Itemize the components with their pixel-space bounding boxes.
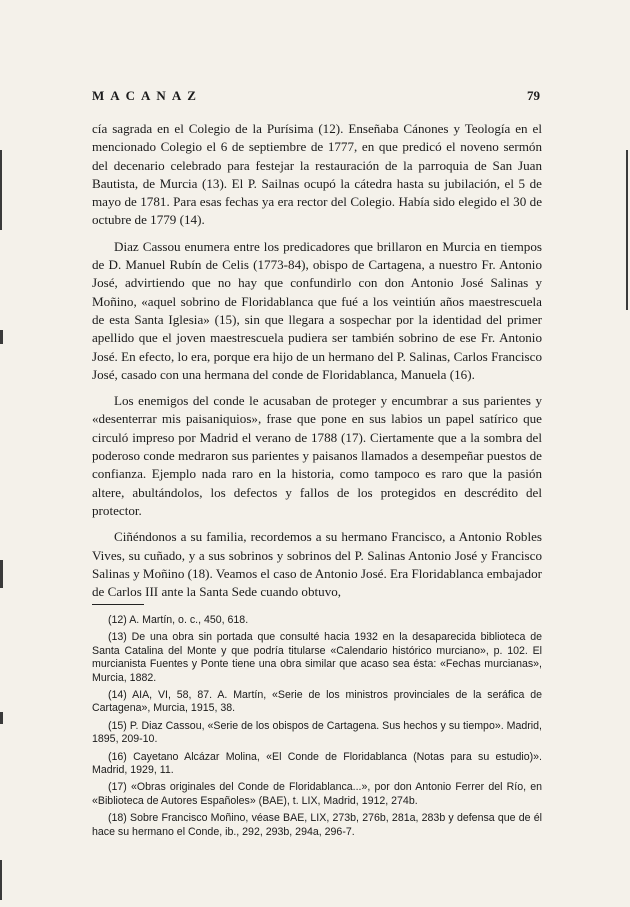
running-head: MACANAZ bbox=[92, 88, 202, 103]
margin-scan-mark bbox=[626, 150, 628, 310]
paragraph: Ciñéndonos a su familia, recordemos a su hermano Francisco, a Antonio Robles Vives, su cuñado, y a sus sobrinos y sobrinos del P. Salinas Antonio José y Francisco Salinas y Moñino (18). Veamos el caso de Antonio José. Era Floridablanca embajador de Carlos III ante la Santa Sede cuando obtuvo, bbox=[92, 529, 542, 600]
footnote: (13) De una obra sin portada que consulté hacia 1932 en la desaparecida biblioteca de Santa Catalina del Monte y que podría titularse «Calendario histórico murciano», p. 102. El murcianista Fuentes y Ponte tiene una obra similar que acaso sea ésta: «Fechas murcianas», Murcia, 1882. bbox=[92, 631, 542, 684]
body-text bbox=[92, 120, 542, 609]
margin-scan-mark bbox=[0, 150, 2, 230]
footnotes bbox=[92, 614, 542, 843]
paragraph: Los enemigos del conde le acusaban de proteger y encumbrar a sus parientes y «desenterrar mis paisaniquios», frase que pone en sus labios un papel satírico que circuló impreso por Madrid el verano de 1788 (17). Ciertamente que a la sombra del poderoso conde medraron sus parientes y paisanos llamados a desempeñar puestos de confianza. Ejemplo nada raro en la historia, como tampoco es raro que la pasión altere, abultándolos, los defectos y fallos de los protegidos en descrédito del protector. bbox=[92, 393, 542, 518]
paragraph: cía sagrada en el Colegio de la Purísima (12). Enseñaba Cánones y Teología en el mencionado Colegio el 6 de septiembre de 1777, en que predicó el noveno sermón del decenario celebrado para festejar la restauración de la parroquia de San Juan Bautista, de Murcia (13). El P. Sailnas ocupó la cátedra hasta su jubilación, el 5 de mayo de 1781. Para esas fechas ya era rector del Colegio. Había sido elegido el 30 de octubre de 1779 (14). bbox=[92, 121, 542, 228]
paragraph: Diaz Cassou enumera entre los predicadores que brillaron en Murcia en tiempos de D. Manuel Rubín de Celis (1773-84), obispo de Cartagena, a nuestro Fr. Antonio José, advirtiendo que no hay que confundirlo con don Antonio José Salinas y Moñino, «aquel sobrino de Floridablanca que fué a los veintiún años maestrescuela de esta Santa Iglesia» (15), sin que llegara a sospechar por la identidad del primer apellido que el joven maestrescuela pudiera ser también sobrino de ese Fr. Antonio José. En efecto, lo era, porque era hijo de un hermano del P. Salinas, Carlos Francisco José, casado con una hermana del conde de Floridablanca, Manuela (16). bbox=[92, 238, 542, 382]
footnote: (18) Sobre Francisco Moñino, véase BAE, LIX, 273b, 276b, 281a, 283b y defensa que de él hace su hermano el Conde, ib., 292, 293b, 294a, 296-7. bbox=[92, 812, 542, 838]
footnote: (15) P. Diaz Cassou, «Serie de los obispos de Cartagena. Sus hechos y su tiempo». Madrid, 1895, 209-10. bbox=[92, 719, 542, 746]
page-header bbox=[92, 88, 542, 106]
footnote-rule bbox=[92, 604, 144, 605]
margin-scan-mark bbox=[0, 330, 3, 344]
footnote: (17) «Obras originales del Conde de Floridablanca...», por don Antonio Ferrer del Río, en «Biblioteca de Autores Españoles» (BAE), t. LIX, Madrid, 1912, 274b. bbox=[92, 781, 542, 807]
footnote: (14) AIA, VI, 58, 87. A. Martín, «Serie de los ministros provinciales de la seráfica de Cartagena», Murcia, 1915, 38. bbox=[92, 689, 542, 715]
footnote: (12) A. Martín, o. c., 450, 618. bbox=[108, 614, 249, 626]
margin-scan-mark bbox=[0, 712, 3, 724]
page-number: 79 bbox=[527, 88, 540, 103]
margin-scan-mark bbox=[0, 560, 3, 588]
margin-scan-mark bbox=[0, 860, 2, 900]
footnote: (16) Cayetano Alcázar Molina, «El Conde de Floridablanca (Notas para su estudio)». Madrid, 1929, 11. bbox=[92, 750, 542, 777]
